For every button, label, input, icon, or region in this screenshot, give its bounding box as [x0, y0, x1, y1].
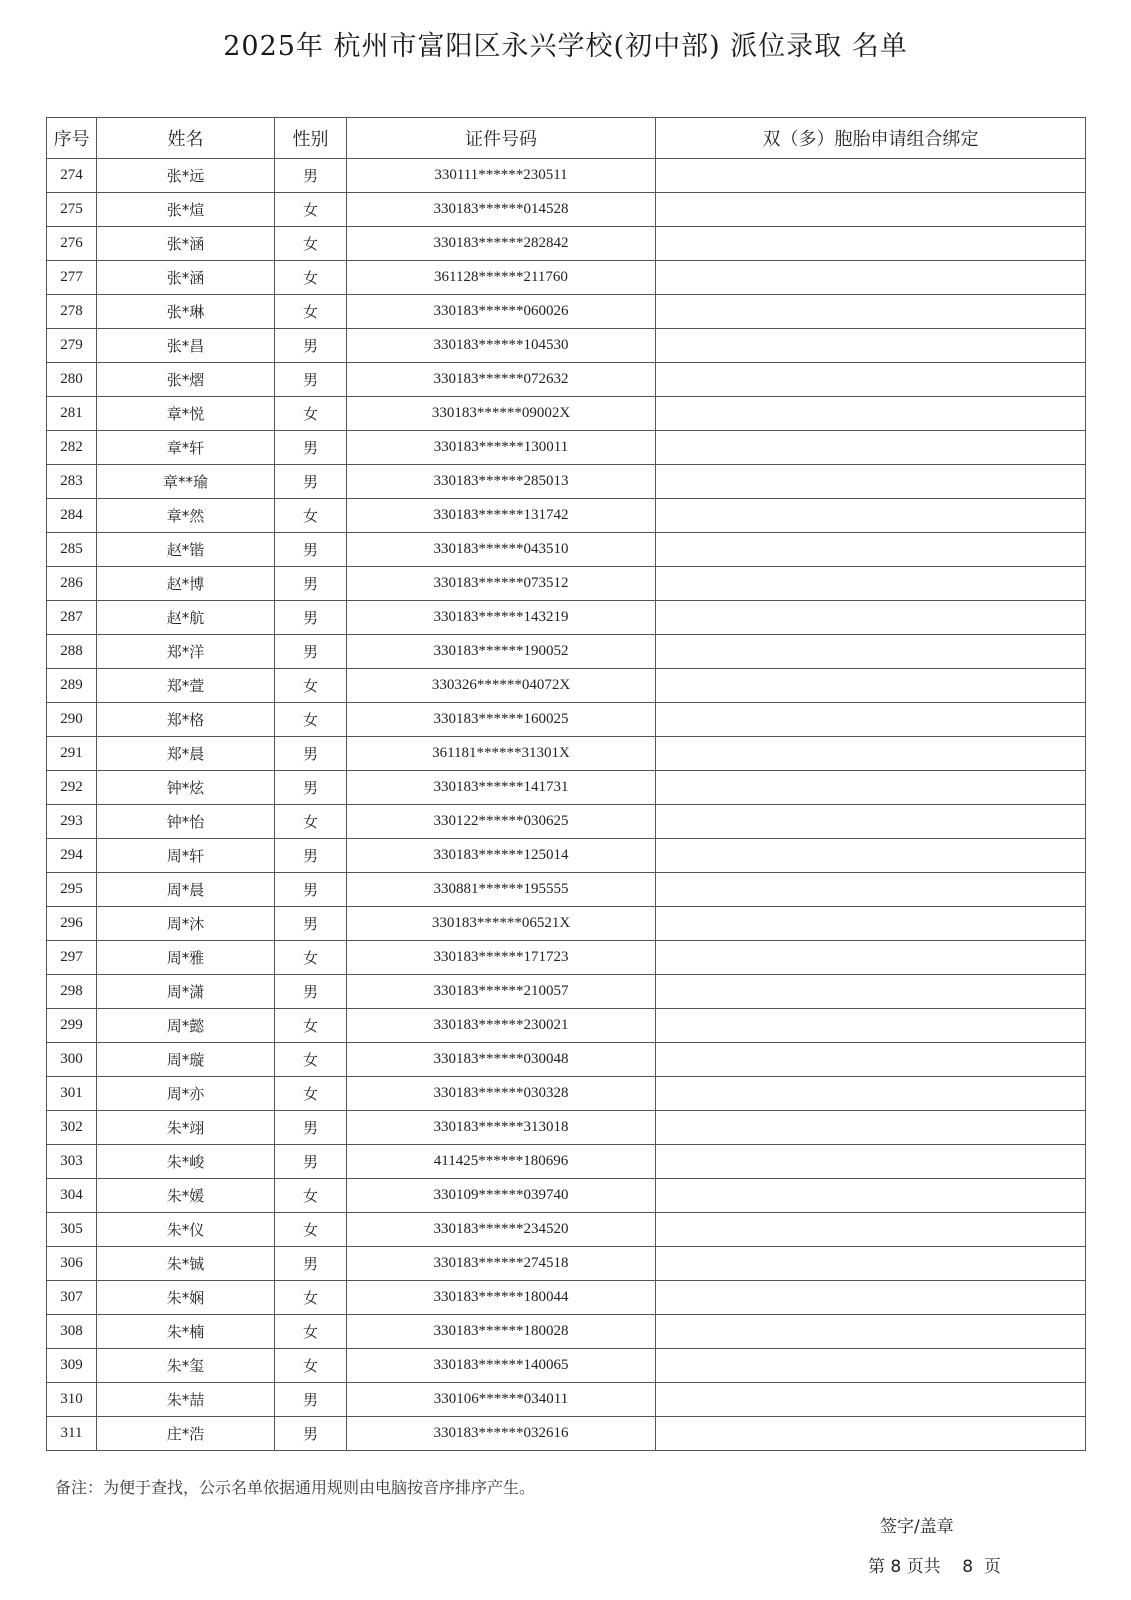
cell-twins-binding: [656, 669, 1086, 703]
cell-seq: 299: [47, 1009, 97, 1043]
cell-id-number: 330183******230021: [347, 1009, 656, 1043]
cell-twins-binding: [656, 941, 1086, 975]
cell-gender: 女: [275, 261, 347, 295]
cell-gender: 女: [275, 1043, 347, 1077]
cell-twins-binding: [656, 839, 1086, 873]
cell-seq: 281: [47, 397, 97, 431]
cell-seq: 302: [47, 1111, 97, 1145]
cell-gender: 男: [275, 1145, 347, 1179]
cell-gender: 男: [275, 601, 347, 635]
cell-name: 章*轩: [97, 431, 275, 465]
cell-gender: 男: [275, 363, 347, 397]
cell-twins-binding: [656, 737, 1086, 771]
cell-twins-binding: [656, 635, 1086, 669]
cell-gender: 男: [275, 533, 347, 567]
cell-id-number: 361128******211760: [347, 261, 656, 295]
page-title: 2025年 杭州市富阳区永兴学校(初中部) 派位录取 名单: [223, 31, 908, 62]
cell-id-number: 330106******034011: [347, 1383, 656, 1417]
cell-twins-binding: [656, 431, 1086, 465]
cell-seq: 276: [47, 227, 97, 261]
cell-twins-binding: [656, 193, 1086, 227]
pager-middle: 页共: [906, 1557, 941, 1577]
cell-gender: 女: [275, 193, 347, 227]
cell-twins-binding: [656, 601, 1086, 635]
cell-twins-binding: [656, 1315, 1086, 1349]
table-row: [47, 601, 1086, 635]
cell-gender: 女: [275, 1349, 347, 1383]
cell-seq: 293: [47, 805, 97, 839]
table-body: [47, 159, 1086, 1451]
table-row: [47, 1145, 1086, 1179]
table-row: [47, 329, 1086, 363]
cell-twins-binding: [656, 1145, 1086, 1179]
cell-seq: 287: [47, 601, 97, 635]
cell-gender: 女: [275, 669, 347, 703]
pager-total: 8: [962, 1557, 974, 1577]
cell-gender: 男: [275, 1417, 347, 1451]
header-seq: 序号: [47, 118, 97, 159]
cell-seq: 301: [47, 1077, 97, 1111]
cell-gender: 女: [275, 397, 347, 431]
cell-id-number: 330183******09002X: [347, 397, 656, 431]
cell-seq: 278: [47, 295, 97, 329]
cell-gender: 男: [275, 839, 347, 873]
table-row: [47, 873, 1086, 907]
table-row: [47, 1417, 1086, 1451]
cell-seq: 284: [47, 499, 97, 533]
cell-id-number: 330183******072632: [347, 363, 656, 397]
cell-id-number: 330326******04072X: [347, 669, 656, 703]
cell-id-number: 330109******039740: [347, 1179, 656, 1213]
table-row: [47, 703, 1086, 737]
cell-name: 庄*浩: [97, 1417, 275, 1451]
cell-id-number: 330183******180028: [347, 1315, 656, 1349]
cell-seq: 298: [47, 975, 97, 1009]
cell-name: 赵*锴: [97, 533, 275, 567]
cell-name: 周*晨: [97, 873, 275, 907]
cell-id-number: 330183******140065: [347, 1349, 656, 1383]
table-row: [47, 1349, 1086, 1383]
cell-gender: 男: [275, 1111, 347, 1145]
cell-name: 郑*萱: [97, 669, 275, 703]
cell-twins-binding: [656, 295, 1086, 329]
cell-twins-binding: [656, 1111, 1086, 1145]
header-twins-binding: 双（多）胞胎申请组合绑定: [656, 118, 1086, 159]
cell-seq: 306: [47, 1247, 97, 1281]
cell-name: 周*璇: [97, 1043, 275, 1077]
cell-seq: 291: [47, 737, 97, 771]
table-row: [47, 1383, 1086, 1417]
cell-id-number: 330183******180044: [347, 1281, 656, 1315]
cell-id-number: 330183******210057: [347, 975, 656, 1009]
cell-gender: 女: [275, 227, 347, 261]
table-row: [47, 1213, 1086, 1247]
table-row: [47, 465, 1086, 499]
table-row: [47, 431, 1086, 465]
cell-id-number: 330881******195555: [347, 873, 656, 907]
cell-seq: 285: [47, 533, 97, 567]
cell-id-number: 330183******313018: [347, 1111, 656, 1145]
cell-id-number: 330183******141731: [347, 771, 656, 805]
cell-name: 郑*晨: [97, 737, 275, 771]
table-row: [47, 363, 1086, 397]
cell-gender: 男: [275, 1247, 347, 1281]
cell-name: 张*涵: [97, 261, 275, 295]
table-row: [47, 669, 1086, 703]
cell-twins-binding: [656, 1247, 1086, 1281]
cell-name: 章*然: [97, 499, 275, 533]
cell-seq: 311: [47, 1417, 97, 1451]
cell-name: 周*轩: [97, 839, 275, 873]
cell-gender: 女: [275, 703, 347, 737]
cell-id-number: 330183******285013: [347, 465, 656, 499]
cell-id-number: 330183******143219: [347, 601, 656, 635]
cell-seq: 308: [47, 1315, 97, 1349]
pager-suffix: 页: [983, 1557, 1001, 1577]
cell-seq: 295: [47, 873, 97, 907]
cell-id-number: 411425******180696: [347, 1145, 656, 1179]
cell-gender: 男: [275, 465, 347, 499]
cell-twins-binding: [656, 1043, 1086, 1077]
cell-gender: 男: [275, 635, 347, 669]
cell-seq: 290: [47, 703, 97, 737]
cell-name: 朱*喆: [97, 1383, 275, 1417]
table-row: [47, 159, 1086, 193]
table-row: [47, 533, 1086, 567]
cell-twins-binding: [656, 363, 1086, 397]
cell-name: 周*沐: [97, 907, 275, 941]
cell-seq: 283: [47, 465, 97, 499]
cell-name: 张*熠: [97, 363, 275, 397]
cell-seq: 309: [47, 1349, 97, 1383]
cell-id-number: 330183******131742: [347, 499, 656, 533]
cell-twins-binding: [656, 1383, 1086, 1417]
table-row: [47, 1315, 1086, 1349]
table-header-row: [47, 118, 1086, 159]
cell-gender: 男: [275, 737, 347, 771]
cell-gender: 女: [275, 1077, 347, 1111]
cell-name: 朱*媛: [97, 1179, 275, 1213]
cell-seq: 288: [47, 635, 97, 669]
cell-id-number: 330183******032616: [347, 1417, 656, 1451]
cell-name: 朱*玺: [97, 1349, 275, 1383]
table-row: [47, 499, 1086, 533]
footnote: 备注：为便于查找，公示名单依据通用规则由电脑按音序排序产生。: [55, 1478, 536, 1497]
cell-seq: 282: [47, 431, 97, 465]
cell-twins-binding: [656, 1009, 1086, 1043]
cell-gender: 男: [275, 159, 347, 193]
cell-id-number: 330183******06521X: [347, 907, 656, 941]
cell-twins-binding: [656, 329, 1086, 363]
cell-gender: 女: [275, 1009, 347, 1043]
cell-id-number: 330183******160025: [347, 703, 656, 737]
table-row: [47, 567, 1086, 601]
cell-seq: 300: [47, 1043, 97, 1077]
cell-name: 章**瑜: [97, 465, 275, 499]
cell-twins-binding: [656, 397, 1086, 431]
cell-twins-binding: [656, 533, 1086, 567]
cell-twins-binding: [656, 1179, 1086, 1213]
cell-gender: 女: [275, 499, 347, 533]
cell-seq: 280: [47, 363, 97, 397]
cell-gender: 女: [275, 1281, 347, 1315]
cell-name: 周*懿: [97, 1009, 275, 1043]
table-row: [47, 295, 1086, 329]
cell-twins-binding: [656, 1349, 1086, 1383]
table-row: [47, 1179, 1086, 1213]
page-indicator: [868, 1552, 1001, 1577]
cell-twins-binding: [656, 907, 1086, 941]
cell-name: 朱*仪: [97, 1213, 275, 1247]
cell-id-number: 330183******060026: [347, 295, 656, 329]
cell-seq: 286: [47, 567, 97, 601]
cell-seq: 305: [47, 1213, 97, 1247]
cell-name: 周*亦: [97, 1077, 275, 1111]
cell-gender: 女: [275, 1315, 347, 1349]
cell-name: 钟*怡: [97, 805, 275, 839]
cell-name: 朱*楠: [97, 1315, 275, 1349]
cell-seq: 297: [47, 941, 97, 975]
table-row: [47, 635, 1086, 669]
cell-id-number: 330183******190052: [347, 635, 656, 669]
cell-seq: 296: [47, 907, 97, 941]
cell-seq: 310: [47, 1383, 97, 1417]
cell-seq: 289: [47, 669, 97, 703]
cell-seq: 294: [47, 839, 97, 873]
cell-seq: 275: [47, 193, 97, 227]
cell-id-number: 330183******282842: [347, 227, 656, 261]
cell-seq: 277: [47, 261, 97, 295]
cell-gender: 男: [275, 771, 347, 805]
cell-id-number: 330183******030048: [347, 1043, 656, 1077]
cell-seq: 304: [47, 1179, 97, 1213]
cell-gender: 男: [275, 975, 347, 1009]
cell-name: 周*潇: [97, 975, 275, 1009]
cell-name: 朱*峻: [97, 1145, 275, 1179]
cell-seq: 307: [47, 1281, 97, 1315]
cell-name: 张*琳: [97, 295, 275, 329]
cell-id-number: 330183******043510: [347, 533, 656, 567]
cell-name: 周*雅: [97, 941, 275, 975]
cell-name: 朱*铖: [97, 1247, 275, 1281]
cell-twins-binding: [656, 159, 1086, 193]
cell-name: 朱*娴: [97, 1281, 275, 1315]
cell-name: 赵*航: [97, 601, 275, 635]
table-row: [47, 1077, 1086, 1111]
cell-gender: 男: [275, 329, 347, 363]
cell-gender: 女: [275, 1179, 347, 1213]
cell-id-number: 330183******125014: [347, 839, 656, 873]
cell-name: 钟*炫: [97, 771, 275, 805]
cell-name: 赵*博: [97, 567, 275, 601]
table-row: [47, 1247, 1086, 1281]
cell-gender: 男: [275, 567, 347, 601]
cell-id-number: 330183******274518: [347, 1247, 656, 1281]
cell-seq: 292: [47, 771, 97, 805]
cell-name: 朱*翊: [97, 1111, 275, 1145]
cell-name: 张*煊: [97, 193, 275, 227]
table-row: [47, 737, 1086, 771]
cell-seq: 303: [47, 1145, 97, 1179]
table-row: [47, 975, 1086, 1009]
cell-id-number: 330183******073512: [347, 567, 656, 601]
cell-name: 章*悦: [97, 397, 275, 431]
cell-twins-binding: [656, 465, 1086, 499]
cell-gender: 女: [275, 1213, 347, 1247]
cell-twins-binding: [656, 1213, 1086, 1247]
cell-name: 张*涵: [97, 227, 275, 261]
cell-gender: 男: [275, 1383, 347, 1417]
cell-gender: 女: [275, 941, 347, 975]
signature-stamp-label: 签字/盖章: [880, 1517, 954, 1537]
cell-seq: 279: [47, 329, 97, 363]
cell-twins-binding: [656, 771, 1086, 805]
cell-seq: 274: [47, 159, 97, 193]
cell-id-number: 330183******104530: [347, 329, 656, 363]
cell-gender: 女: [275, 295, 347, 329]
table-row: [47, 941, 1086, 975]
cell-name: 郑*洋: [97, 635, 275, 669]
cell-twins-binding: [656, 227, 1086, 261]
cell-gender: 男: [275, 907, 347, 941]
cell-id-number: 330111******230511: [347, 159, 656, 193]
cell-id-number: 361181******31301X: [347, 737, 656, 771]
table-row: [47, 1111, 1086, 1145]
cell-twins-binding: [656, 703, 1086, 737]
cell-id-number: 330183******130011: [347, 431, 656, 465]
cell-gender: 女: [275, 805, 347, 839]
cell-twins-binding: [656, 261, 1086, 295]
cell-twins-binding: [656, 1077, 1086, 1111]
header-gender: 性别: [275, 118, 347, 159]
cell-name: 张*昌: [97, 329, 275, 363]
table-row: [47, 261, 1086, 295]
table-row: [47, 839, 1086, 873]
cell-twins-binding: [656, 805, 1086, 839]
table-row: [47, 771, 1086, 805]
cell-id-number: 330183******171723: [347, 941, 656, 975]
cell-name: 张*远: [97, 159, 275, 193]
cell-twins-binding: [656, 873, 1086, 907]
cell-id-number: 330183******030328: [347, 1077, 656, 1111]
cell-gender: 男: [275, 873, 347, 907]
cell-twins-binding: [656, 499, 1086, 533]
cell-twins-binding: [656, 567, 1086, 601]
header-id-number: 证件号码: [347, 118, 656, 159]
table-row: [47, 1281, 1086, 1315]
cell-twins-binding: [656, 975, 1086, 1009]
table-row: [47, 907, 1086, 941]
admission-table: [46, 117, 1086, 1451]
cell-id-number: 330183******234520: [347, 1213, 656, 1247]
cell-id-number: 330183******014528: [347, 193, 656, 227]
table-row: [47, 1009, 1086, 1043]
table-row: [47, 227, 1086, 261]
table-row: [47, 397, 1086, 431]
table-row: [47, 1043, 1086, 1077]
cell-name: 郑*格: [97, 703, 275, 737]
table-row: [47, 193, 1086, 227]
cell-twins-binding: [656, 1417, 1086, 1451]
cell-gender: 男: [275, 431, 347, 465]
cell-twins-binding: [656, 1281, 1086, 1315]
header-name: 姓名: [97, 118, 275, 159]
cell-id-number: 330122******030625: [347, 805, 656, 839]
pager-current: 8: [890, 1557, 902, 1577]
table-row: [47, 805, 1086, 839]
pager-prefix: 第: [868, 1557, 885, 1577]
